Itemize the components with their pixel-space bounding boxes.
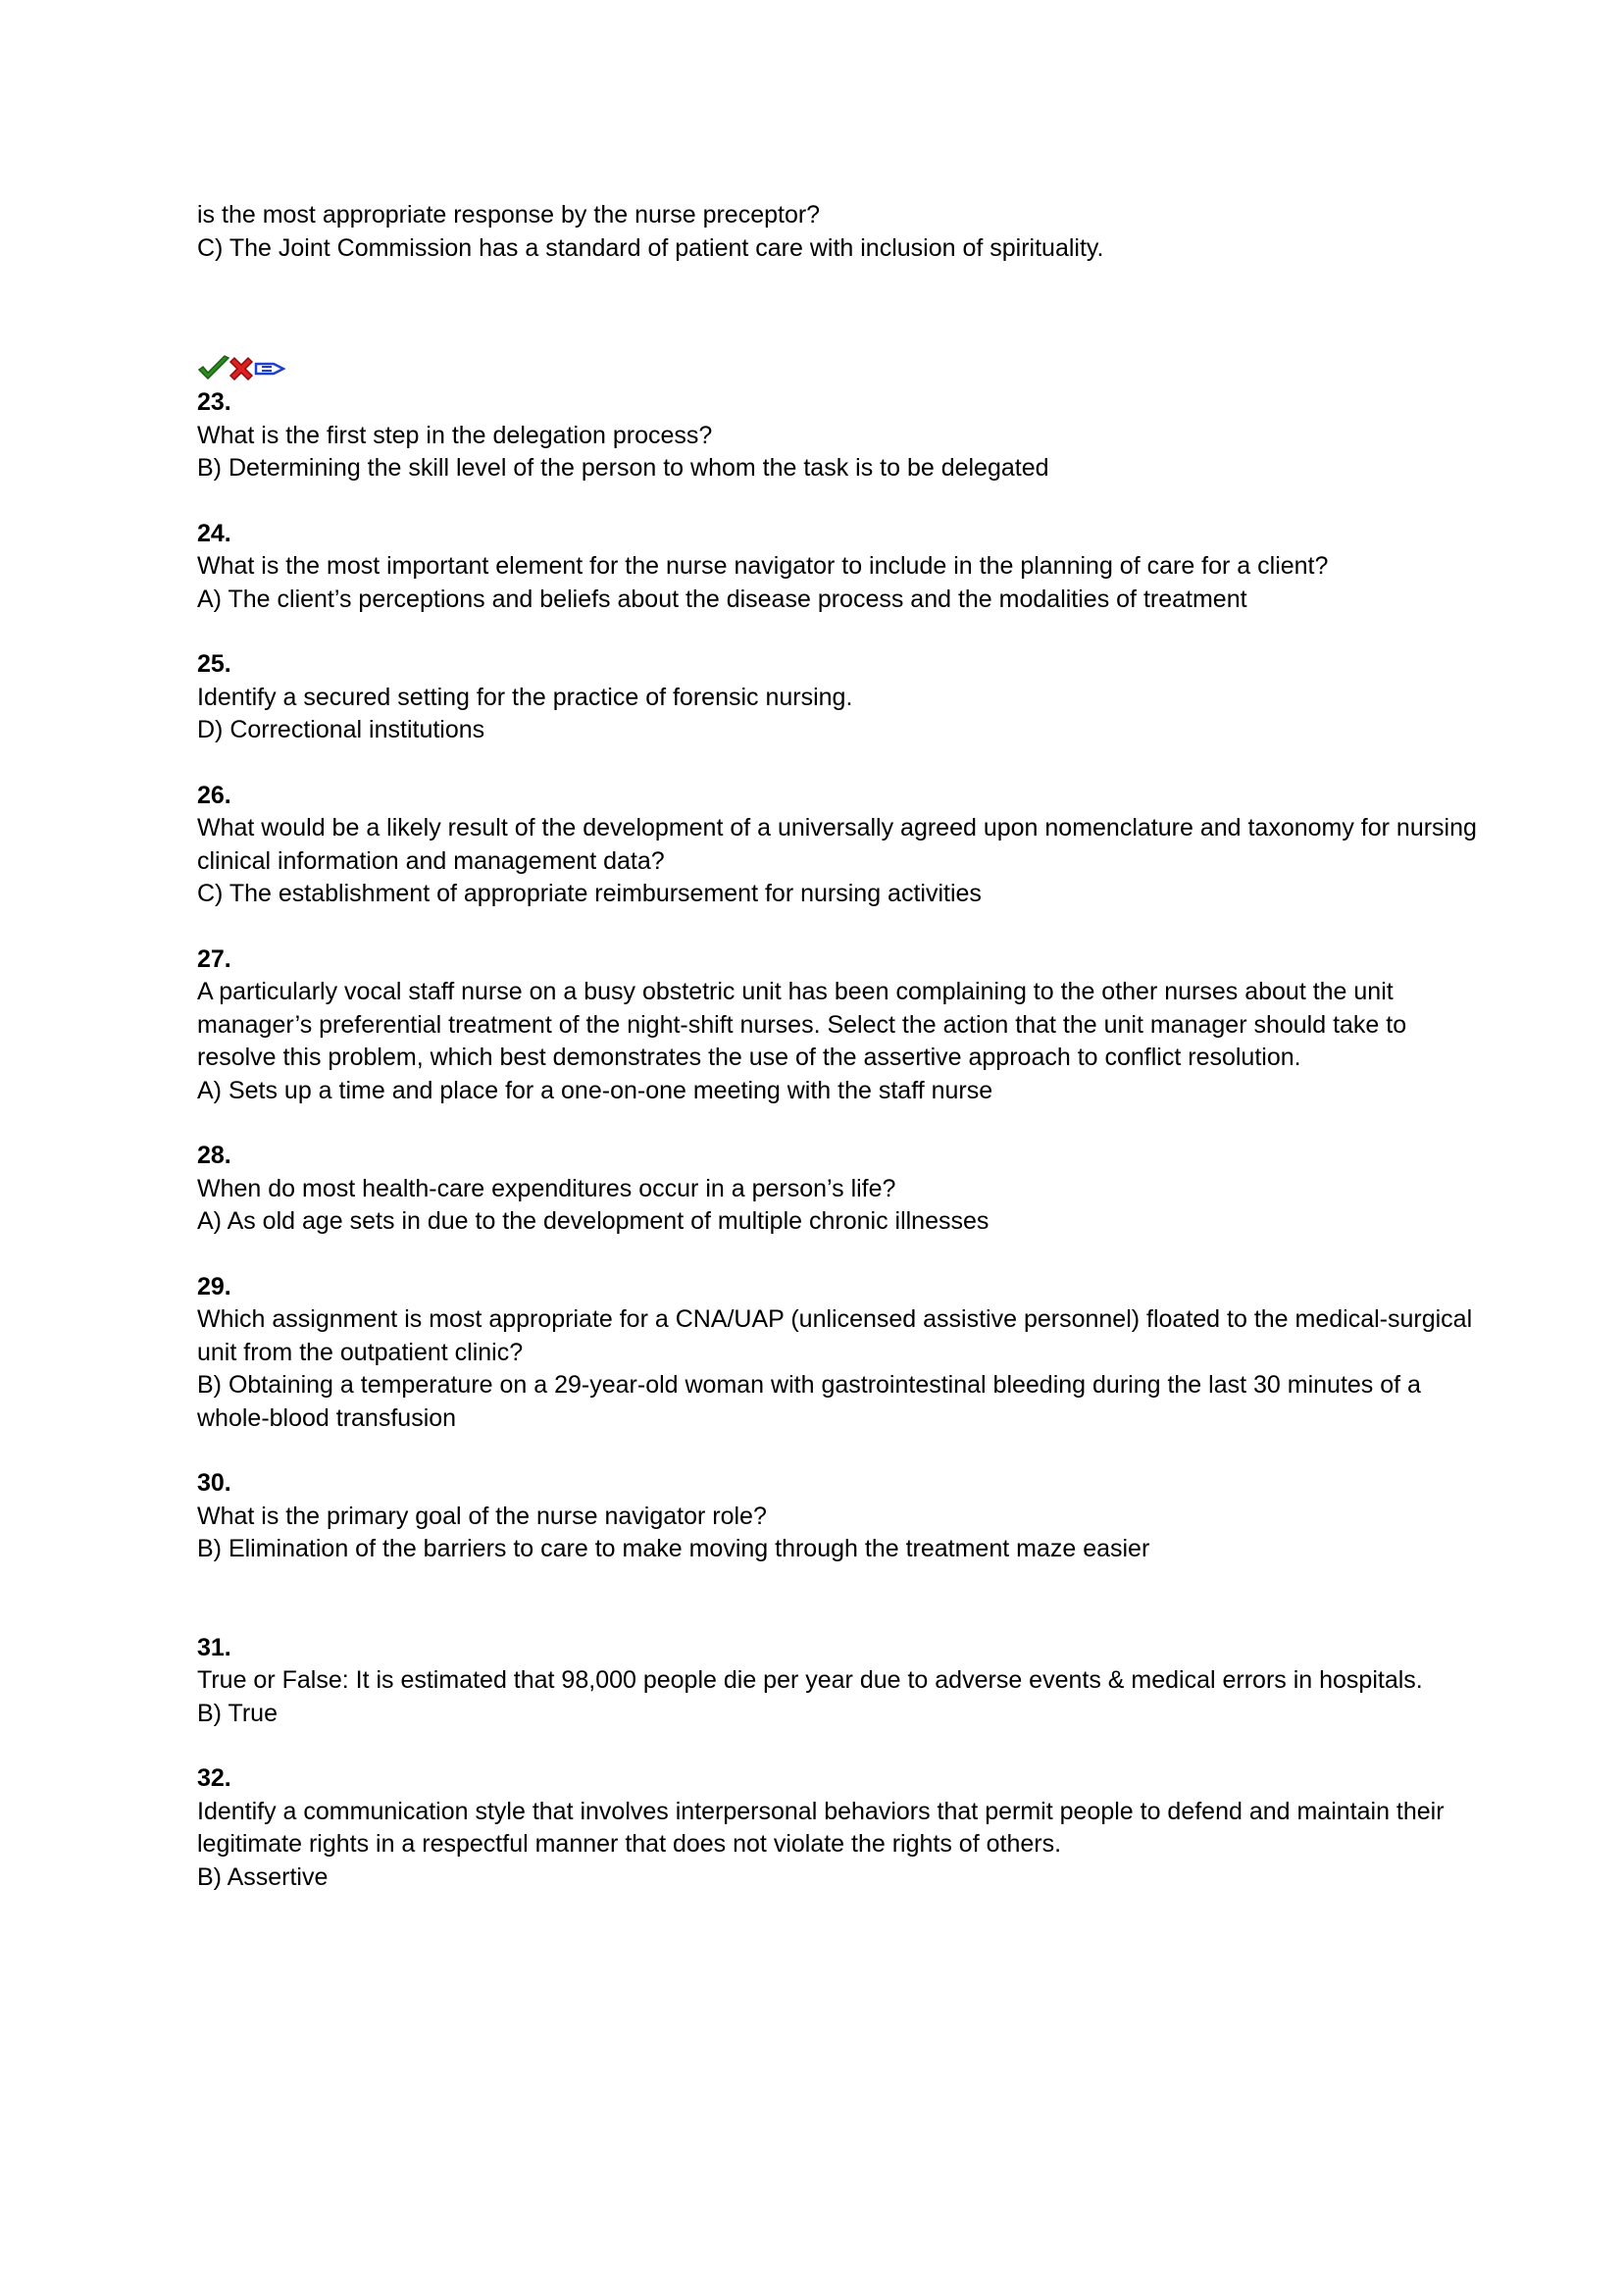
question-item-31: [197, 1632, 1492, 1731]
answer-text: A) The client’s perceptions and beliefs about the disease process and the modalities of treatment: [197, 585, 1247, 613]
question-number: 32.: [197, 1764, 231, 1792]
question-number: 29.: [197, 1272, 231, 1300]
question-item-25: [197, 648, 1492, 747]
question-text: What would be a likely result of the development of a universally agreed upon nomenclature and taxonomy for nursing clinical information and management data?: [197, 814, 1477, 875]
question-text: Identify a secured setting for the practice of forensic nursing.: [197, 683, 853, 711]
question-text: What is the most important element for the nurse navigator to include in the planning of care for a client?: [197, 552, 1329, 580]
answer-text: B) Obtaining a temperature on a 29-year-old woman with gastrointestinal bleeding during the last 30 minutes of a whole-blood transfusion: [197, 1371, 1421, 1432]
question-item-27: [197, 943, 1492, 1108]
question-number: 25.: [197, 650, 231, 678]
question-text: What is the primary goal of the nurse navigator role?: [197, 1502, 767, 1530]
question-number: 26.: [197, 781, 231, 809]
question-item-23: [197, 386, 1492, 485]
question-number: 28.: [197, 1142, 231, 1169]
question-number: 31.: [197, 1633, 231, 1661]
answer-text: A) As old age sets in due to the development of multiple chronic illnesses: [197, 1207, 990, 1235]
answer-text: B) Assertive: [197, 1862, 329, 1891]
question-number: 23.: [197, 388, 231, 416]
question-item-28: [197, 1140, 1492, 1239]
question-number: 30.: [197, 1469, 231, 1497]
question-item-30: [197, 1467, 1492, 1566]
question-text: When do most health-care expenditures occur in a person’s life?: [197, 1174, 896, 1202]
question-text: A particularly vocal staff nurse on a busy obstetric unit has been complaining to the other nurses about the unit manager’s preferential treatment of the night-shift nurses. Select the action that the unit manager should take to resolve this problem, which best demonstrates the use of the assertive approach to conflict resolution.: [197, 978, 1407, 1071]
answer-text: B) True: [197, 1699, 278, 1727]
answer-text: C) The establishment of appropriate reimbursement for nursing activities: [197, 880, 982, 907]
question-item-26: [197, 780, 1492, 911]
pencil-icon[interactable]: [254, 357, 285, 381]
question-text: What is the first step in the delegation process?: [197, 421, 713, 449]
answer-toolbar: [197, 351, 1492, 386]
document-page: [197, 199, 1492, 1926]
answer-text: A) Sets up a time and place for a one-on-one meeting with the staff nurse: [197, 1076, 993, 1104]
answer-text: C) The Joint Commission has a standard of patient care with inclusion of spirituality.: [197, 233, 1104, 262]
previous-question-tail: [197, 199, 1492, 265]
question-item-24: [197, 518, 1492, 617]
question-text: True or False: It is estimated that 98,000 people die per year due to adverse events & medical errors in hospitals.: [197, 1666, 1423, 1694]
question-number: 27.: [197, 944, 231, 973]
cross-icon[interactable]: [227, 354, 256, 383]
check-icon[interactable]: [197, 355, 230, 382]
answer-text: B) Elimination of the barriers to care to make moving through the treatment maze easier: [197, 1535, 1150, 1562]
answer-text: B) Determining the skill level of the person to whom the task is to be delegated: [197, 454, 1049, 482]
answer-text: D) Correctional institutions: [197, 716, 485, 743]
question-text: is the most appropriate response by the nurse preceptor?: [197, 201, 821, 229]
question-number: 24.: [197, 519, 231, 547]
question-text: Identify a communication style that involves interpersonal behaviors that permit people to defend and maintain their legitimate rights in a respectful manner that does not violate the rights of others.: [197, 1797, 1445, 1858]
question-item-29: [197, 1271, 1492, 1436]
question-item-32: [197, 1762, 1492, 1894]
question-text: Which assignment is most appropriate for a CNA/UAP (unlicensed assistive personnel) floated to the medical-surgical unit from the outpatient clinic?: [197, 1305, 1473, 1366]
